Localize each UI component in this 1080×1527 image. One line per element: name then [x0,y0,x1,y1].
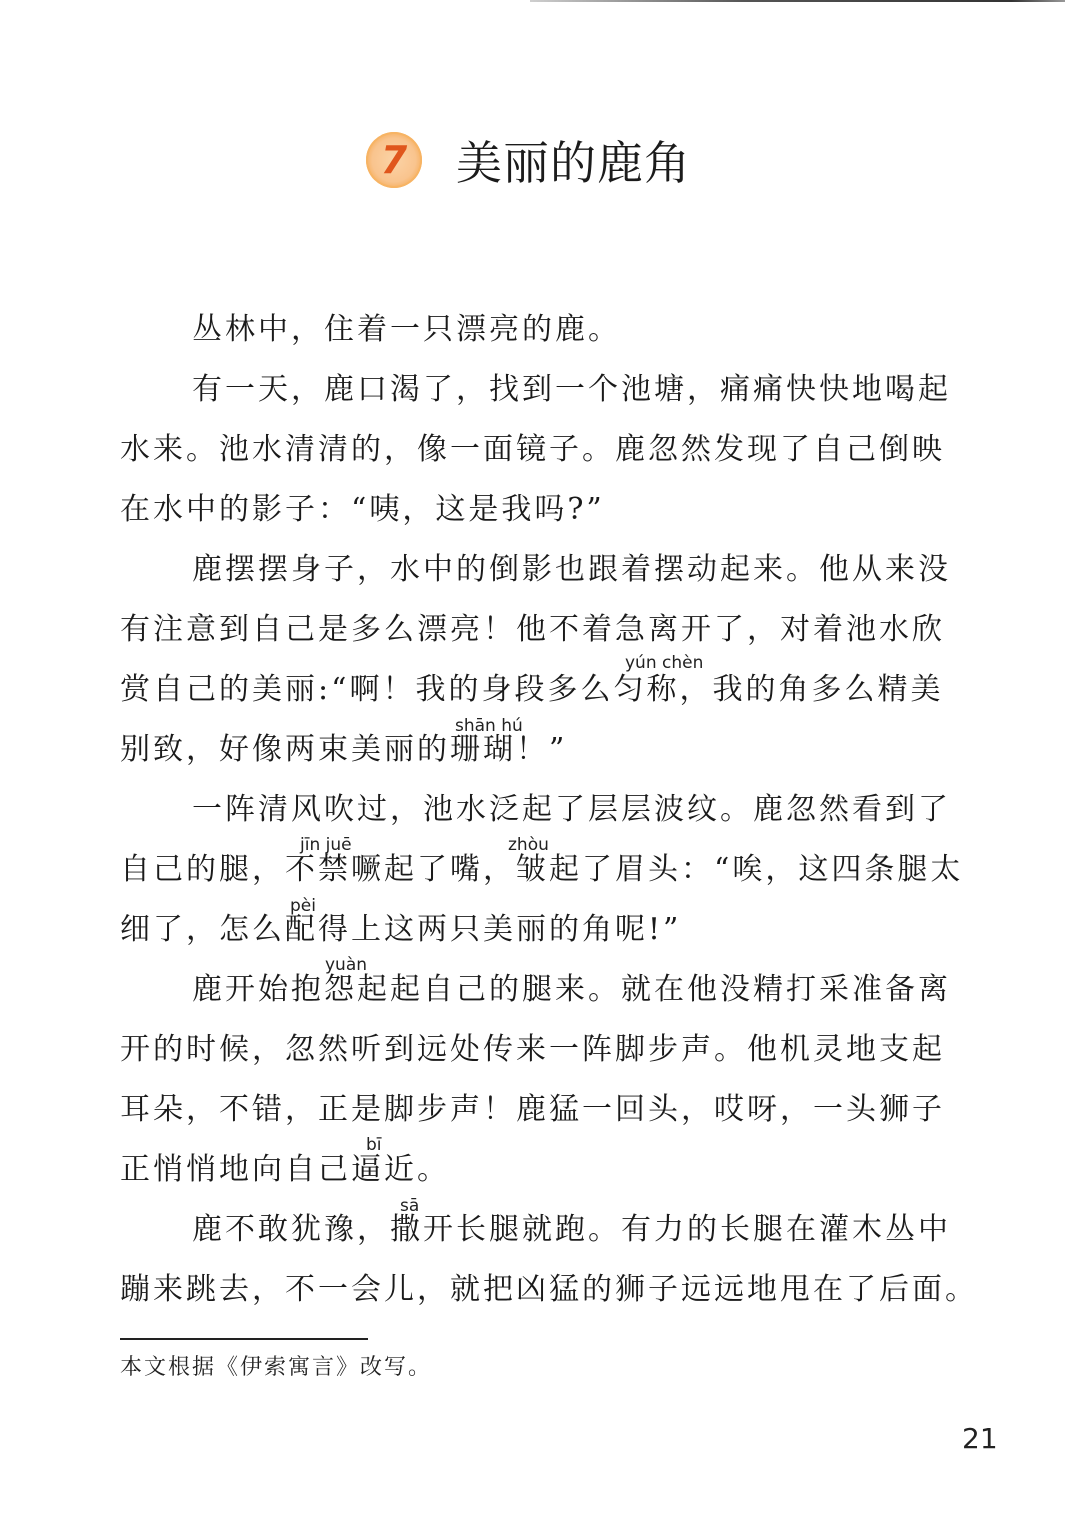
pinyin-zhou: zhòu [508,835,549,855]
paragraph-line: 开的时候，忽然听到远处传来一阵脚步声。他机灵地支起 [120,1032,945,1067]
paragraph-line-with-pinyin [120,896,980,960]
page-number: 21 [962,1422,998,1455]
footnote: 本文根据《伊索寓言》改写。 [120,1355,433,1380]
paragraph-line: 有一天，鹿口渴了，找到一个池塘，痛痛快快地喝起 [192,372,951,407]
lesson-number: 7 [380,138,408,182]
line-text: 鹿不敢犹豫，撒开长腿就跑。有力的长腿在灌木丛中 [192,1212,951,1247]
paragraph-line: 鹿摆摆身子，水中的倒影也跟着摆动起来。他从来没 [192,552,951,587]
lesson-number-badge [366,132,422,188]
paragraph-line: 一阵清风吹过，池水泛起了层层波纹。鹿忽然看到了 [192,792,951,827]
paragraph-line-with-pinyin [120,960,980,1020]
line-text: 细了，怎么配得上这两只美丽的角呢!” [120,912,682,947]
pinyin-sa: sā [400,1196,420,1216]
line-text: 鹿开始抱怨起起自己的腿来。就在他没精打采准备离 [192,972,951,1007]
pinyin-pei: pèi [290,896,316,916]
paragraph-line: 丛林中，住着一只漂亮的鹿。 [192,312,621,347]
paragraph-line: 有注意到自己是多么漂亮！他不着急离开了，对着池水欣 [120,612,945,647]
pinyin-yuan: yuàn [325,955,368,975]
paragraph-line: 在水中的影子：“咦，这是我吗?” [120,492,605,527]
pinyin-jin-jue: jīn juē [300,835,352,855]
paragraph-line: 水来。池水清清的，像一面镜子。鹿忽然发现了自己倒映 [120,432,945,467]
paragraph-line: 蹦来跳去，不一会儿，就把凶猛的狮子远远地甩在了后面。 [120,1272,978,1307]
line-text: 赏自己的美丽:“啊！我的身段多么匀称，我的角多么精美 [120,672,944,707]
paragraph-line-with-pinyin [120,660,980,720]
line-text: 正悄悄地向自己逼近。 [120,1152,450,1187]
footnote-divider [120,1338,368,1340]
article-body [120,300,980,1320]
page-top-rule [530,0,1065,2]
line-text: 自己的腿，不禁噘起了嘴，皱起了眉头：“唉，这四条腿太 [120,852,964,887]
paragraph-line-with-pinyin [120,840,980,900]
paragraph-line-with-pinyin [120,1196,980,1260]
pinyin-bi: bī [366,1135,382,1155]
line-text: 别致，好像两束美丽的珊瑚！” [120,732,568,767]
paragraph-line-with-pinyin [120,1140,980,1200]
lesson-title [366,130,691,190]
pinyin-yun-chen: yún chèn [625,653,704,673]
paragraph-line-with-pinyin [120,716,980,780]
page-title: 美丽的鹿角 [456,136,691,190]
pinyin-shan-hu: shān hú [455,716,523,736]
paragraph-line: 耳朵，不错，正是脚步声！鹿猛一回头，哎呀，一头狮子 [120,1092,945,1127]
